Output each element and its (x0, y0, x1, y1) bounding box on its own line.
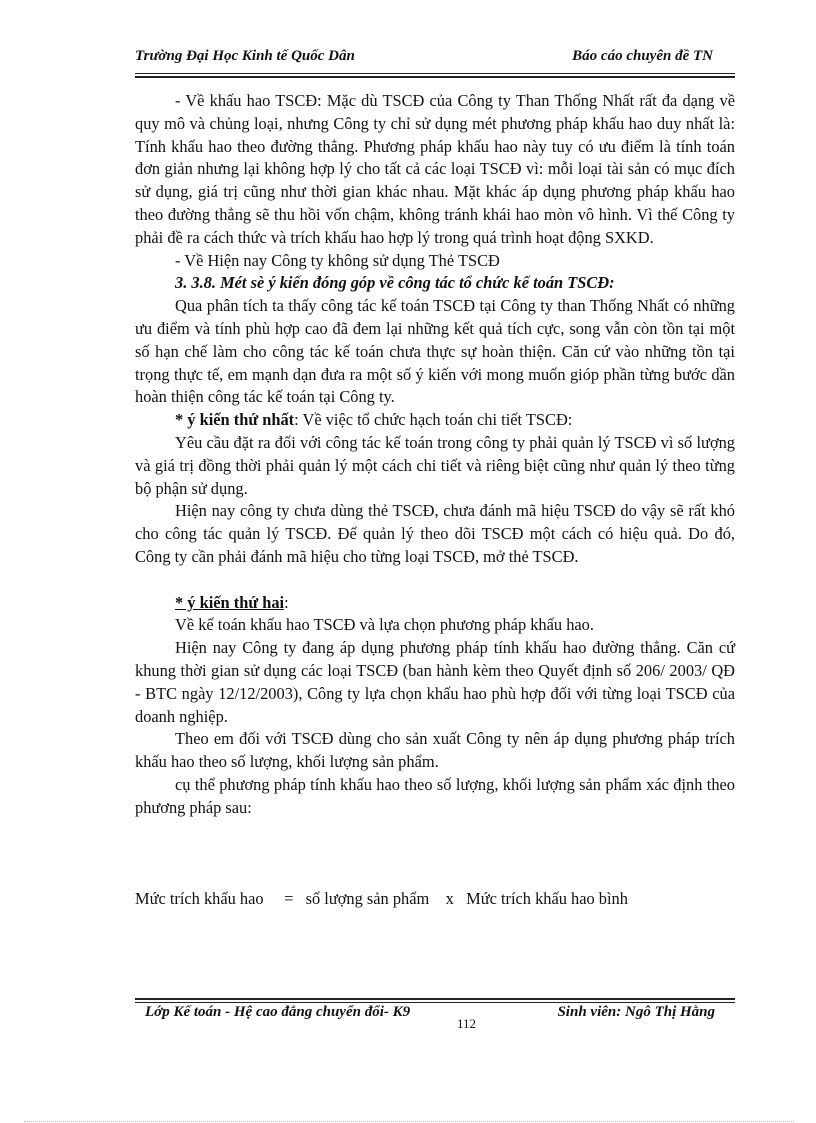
paragraph-method-detail: cụ thể phương pháp tính khấu hao theo số lượng, khối lượng sản phẩm xác định theo phương pháp sau: (135, 774, 735, 817)
page-footer (135, 1004, 735, 1034)
document-body (135, 90, 735, 910)
paragraph-requirement: Yêu cầu đặt ra đối với công tác kế toán trong công ty phải quản lý TSCĐ vì số lượng và giá trị đồng thời phải quản lý một cách chi tiết và riêng biệt cũng như quản lý theo từng bộ phận sử dụng. (135, 432, 735, 498)
opinion-one (135, 409, 735, 432)
paragraph-current-method: Hiện nay Công ty đang áp dụng phương pháp tính khấu hao đường thẳng. Căn cứ khung thời gian sử dụng các loại TSCĐ (ban hành kèm theo Quyết định số 206/ 2003/ QĐ - BTC ngày 12/12/2003), Công ty lựa chọn khấu hao phù hợp đối với từng loại TSCĐ của doanh nghiệp. (135, 638, 735, 726)
opinion-two (135, 592, 735, 615)
footer-rule (135, 998, 735, 1003)
section-heading: 3. 3.8. Mét sè ý kiến đóng góp về công tác tổ chức kế toán TSCĐ: (175, 273, 615, 293)
opinion-one-text: : Về việc tổ chức hạch toán chi tiết TSCĐ: (294, 410, 573, 430)
page-number: 112 (457, 1016, 477, 1031)
footer-student: Sinh viên: Ngô Thị Hằng (557, 1004, 715, 1020)
opinion-two-label: * ý kiến thứ hai (175, 592, 285, 612)
footer-class: Lớp Kế toán - Hệ cao đẳng chuyển đổi- K9 (145, 1004, 411, 1020)
formula-line: Mức trích khấu hao = số lượng sản phẩm x Mức trích khấu hao bình (135, 888, 628, 908)
opinion-two-text: : (284, 592, 289, 612)
page-edge-divider (24, 1121, 794, 1122)
header-report-title: Báo cáo chuyên đề TN (572, 48, 713, 64)
header-rule (135, 73, 735, 78)
paragraph-depreciation-choice: Về kế toán khấu hao TSCĐ và lựa chọn phương pháp khấu hao. (175, 615, 594, 635)
paragraph-current-state: Hiện nay công ty chưa dùng thẻ TSCĐ, chưa đánh mã hiệu TSCĐ do vậy sẽ rất khó cho công tác quản lý TSCĐ. Để quản lý theo dõi TSCĐ một cách có hiệu quả. Do đó, Công ty cần phải đánh mã hiệu cho từng loại TSCĐ, mở thẻ TSCĐ. (135, 501, 735, 566)
header-school: Trường Đại Học Kinh tế Quốc Dân (135, 48, 355, 64)
page-header (135, 48, 735, 72)
opinion-one-label: * ý kiến thứ nhất (175, 410, 295, 430)
paragraph-asset-card: - Về Hiện nay Công ty không sử dụng Thẻ TSCĐ (175, 250, 500, 270)
paragraph-recommendation: Theo em đối với TSCĐ dùng cho sản xuất Công ty nên áp dụng phương pháp trích khấu hao theo số lượng, khối lượng sản phẩm. (135, 729, 735, 772)
paragraph-analysis: Qua phân tích ta thấy công tác kế toán TSCĐ tại Công ty than Thống Nhất có những ưu điểm và tính phù hợp cao đã đem lại những kết quả tích cực, song vẫn còn tồn tại một số hạn chế làm cho công tác kế toán chưa thực sự hoàn thiện. Căn cứ vào những tồn tại trọng thực tế, em mạnh dạn đưa ra một số ý kiến với mong muốn gióp phần từng bước dần hoàn thiện công tác kế toán tại Công ty. (135, 296, 735, 407)
paragraph-depreciation: - Về khấu hao TSCĐ: Mặc dù TSCĐ của Công ty Than Thống Nhất rất đa dạng về quy mô và chủng loại, nhưng Công ty chỉ sử dụng mét phương pháp khấu hao duy nhất là: Tính khấu hao theo đường thẳng. Phương pháp khấu hao này tuy có ưu điểm là tính toán đơn giản nhưng lại không hợp lý cho tất cả các loại TSCĐ vì: mỗi loại tài sản có mục đích sử dụng, giá trị cũng như thời gian khác nhau. Mặt khác áp dụng phương pháp khấu hao theo đường thẳng sẽ thu hồi vốn chậm, không tránh khái hao mòn vô hình. Vì thế Công ty phải đề ra cách thức và trích khấu hao hợp lý trong quá trình hoạt động SXKD. (135, 91, 735, 247)
